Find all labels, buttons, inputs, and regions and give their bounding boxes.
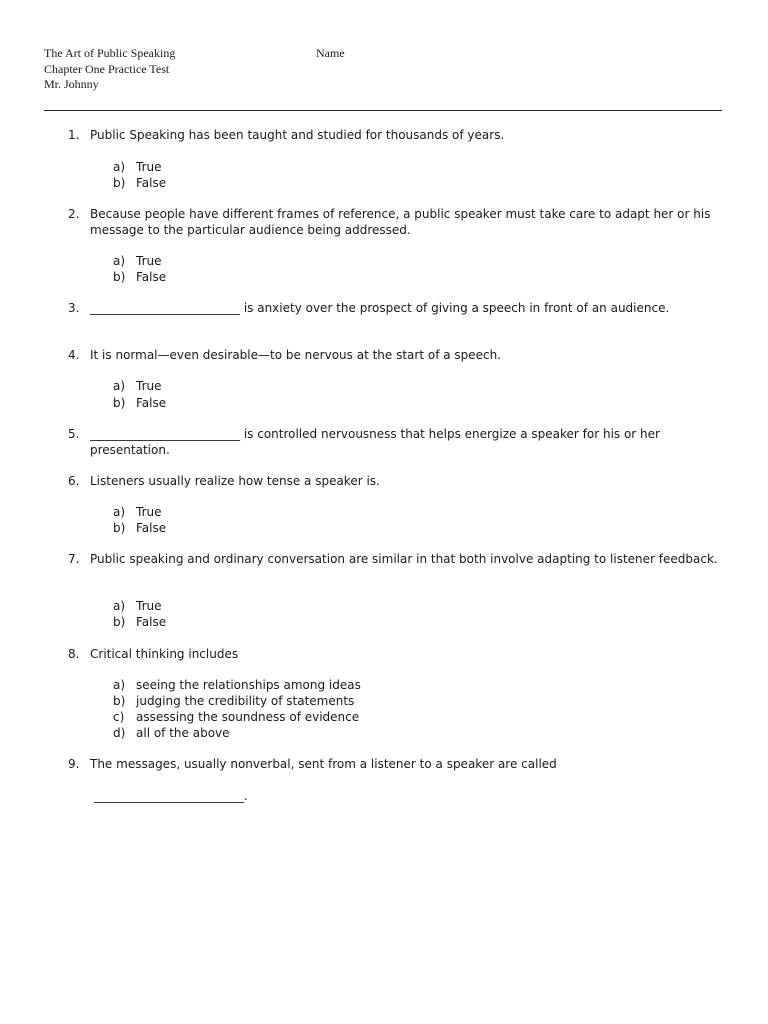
fill-in-blank[interactable]: _________________________ [90, 427, 240, 441]
test-title: Chapter One Practice Test [44, 62, 170, 76]
option-text: False [136, 270, 167, 284]
question-text [90, 426, 726, 458]
question-text: Public speaking and ordinary conversation are similar in that both involve adapting to listener feedback. [90, 552, 718, 566]
question-text: Critical thinking includes [90, 647, 239, 661]
option-text: True [136, 599, 162, 613]
option-text: True [136, 505, 162, 519]
question-number: 5. [68, 427, 80, 441]
option-letter: b) [113, 396, 126, 410]
option-text: all of the above [136, 726, 230, 740]
answer-blank[interactable]: _________________________. [94, 789, 248, 803]
option-letter: a) [113, 678, 126, 692]
question-number: 2. [68, 207, 80, 221]
option-text: False [136, 396, 167, 410]
option-letter: d) [113, 726, 126, 740]
option-letter: b) [113, 615, 126, 629]
option-letter: a) [113, 254, 126, 268]
question-number: 3. [68, 301, 80, 315]
question-text: Public Speaking has been taught and studied for thousands of years. [90, 128, 505, 142]
option-letter: c) [113, 710, 125, 724]
option-text: True [136, 379, 162, 393]
question-number: 1. [68, 128, 80, 142]
fill-in-blank[interactable]: _________________________ [90, 301, 240, 315]
teacher-name: Mr. Johnny [44, 77, 99, 91]
option-text: assessing the soundness of evidence [136, 710, 360, 724]
question-number: 7. [68, 552, 80, 566]
option-letter: a) [113, 599, 126, 613]
question-text-body: is controlled nervousness that helps energize a speaker for his or her presentation. [90, 427, 660, 457]
option-text: False [136, 615, 167, 629]
question-text-body: is anxiety over the prospect of giving a speech in front of an audience. [240, 301, 670, 315]
option-letter: b) [113, 176, 126, 190]
option-text: False [136, 176, 167, 190]
option-text: seeing the relationships among ideas [136, 678, 361, 692]
option-letter: a) [113, 160, 126, 174]
question-number: 8. [68, 647, 80, 661]
option-text: True [136, 254, 162, 268]
question-text: Listeners usually realize how tense a speaker is. [90, 474, 380, 488]
option-letter: a) [113, 505, 126, 519]
option-letter: b) [113, 270, 126, 284]
header-divider [44, 110, 722, 111]
option-text: judging the credibility of statements [136, 694, 355, 708]
option-letter: b) [113, 521, 126, 535]
question-number: 9. [68, 757, 80, 771]
name-field-label: Name [316, 46, 345, 60]
question-number: 4. [68, 348, 80, 362]
question-text: The messages, usually nonverbal, sent from a listener to a speaker are called [90, 757, 557, 771]
question-text [90, 300, 726, 316]
option-letter: b) [113, 694, 126, 708]
option-letter: a) [113, 379, 126, 393]
option-text: False [136, 521, 167, 535]
question-text: It is normal—even desirable—to be nervous at the start of a speech. [90, 348, 502, 362]
course-title: The Art of Public Speaking [44, 46, 176, 60]
option-text: True [136, 160, 162, 174]
question-number: 6. [68, 474, 80, 488]
question-text: Because people have different frames of reference, a public speaker must take care to adapt her or his message to the particular audience being addressed. [90, 207, 711, 237]
